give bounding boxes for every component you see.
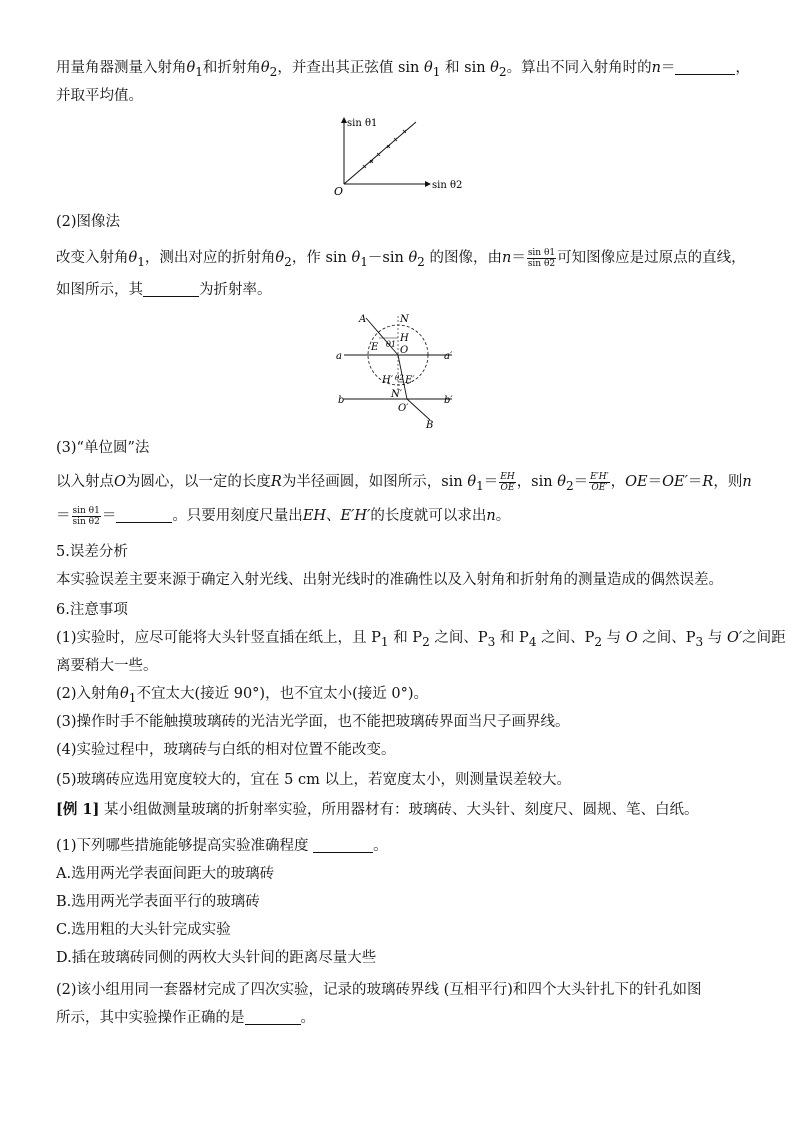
para-average: 并取平均值。 bbox=[56, 88, 143, 104]
heading-notes: 6.注意事项 bbox=[56, 602, 128, 618]
label-H: H bbox=[400, 333, 409, 344]
answer-blank-2[interactable] bbox=[143, 280, 199, 297]
note-2: (2)入射角$\theta_1$不宜太大(接近 90°)，也不宜太小(接近 0°)。 bbox=[56, 686, 428, 705]
option-b: B.选用两光学表面平行的玻璃砖 bbox=[56, 894, 260, 910]
label-b-prime: b′ bbox=[444, 395, 453, 406]
fraction-sin-ratio: $\frac{\text{sin θ1}}{\text{sin θ2}}$ bbox=[527, 247, 556, 269]
option-a: A.选用两光学表面间距大的玻璃砖 bbox=[56, 866, 275, 882]
para-graph-method: 改变入射角$\theta_1$，测出对应的折射角$\theta_2$，作 $\sin \theta_1-\sin$ $\theta_2$ 的图像，由n＝ $\frac{\text{sin θ1}}{\text{sin θ2}}$ 可知图像应是过原点的直线， bbox=[56, 247, 746, 269]
para-unit-circle-2: ＝ $\frac{\text{sin θ1}}{\text{sin θ2}}$ ＝ 。只要用刻度尺量出EH、E′H′的长度就可以求出n。 bbox=[56, 505, 511, 527]
answer-blank-1[interactable] bbox=[675, 58, 735, 75]
heading-graph-method: (2)图像法 bbox=[56, 214, 121, 230]
label-theta1: θ1 bbox=[386, 340, 396, 349]
x-axis-label: sin θ2 bbox=[432, 180, 463, 191]
answer-blank-5[interactable] bbox=[245, 1008, 301, 1025]
example-tag: [例 1] bbox=[56, 801, 100, 818]
label-a: a bbox=[336, 351, 342, 362]
origin-label: O bbox=[334, 185, 344, 198]
question-2-cont: 所示，其中实验操作正确的是 。 bbox=[56, 1010, 315, 1026]
label-b: b bbox=[338, 395, 345, 406]
option-d: D.插在玻璃砖同侧的两枚大头针间的距离尽量大些 bbox=[56, 950, 377, 966]
label-E-prime: E′ bbox=[405, 375, 415, 386]
fraction-EH-OE: $\frac{EH}{OE}$ bbox=[500, 471, 515, 493]
label-E: E bbox=[371, 342, 379, 353]
label-N-prime: N′ bbox=[391, 389, 403, 400]
fraction-EH2-OE2: $\frac{E'H'}{OE'}$ bbox=[590, 471, 609, 493]
emergent-ray bbox=[407, 399, 430, 420]
note-1-cont: 离要稍大一些。 bbox=[56, 658, 158, 674]
note-4: (4)实验过程中，玻璃砖与白纸的相对位置不能改变。 bbox=[56, 742, 396, 758]
label-theta2: θ2 bbox=[395, 374, 404, 382]
question-2: (2)该小组用同一套器材完成了四次实验，记录的玻璃砖界线 (互相平行)和四个大头针扎下的针孔如图 bbox=[56, 982, 702, 998]
note-3: (3)操作时手不能触摸玻璃砖的光洁光学面，也不能把玻璃砖界面当尺子画界线。 bbox=[56, 714, 570, 730]
label-a-prime: a′ bbox=[444, 351, 453, 362]
label-O: O bbox=[400, 345, 409, 356]
label-A: A bbox=[359, 314, 367, 325]
y-axis-label: sin θ1 bbox=[347, 118, 378, 129]
sin-graph-figure bbox=[330, 112, 470, 198]
label-B: B bbox=[426, 420, 434, 430]
para-measure-angles: 用量角器测量入射角$\theta_1$和折射角$\theta_2$，并查出其正弦值 $\sin \theta_1$ 和 $\sin \theta_2$。算出不同入射角时的n＝ ， bbox=[56, 60, 750, 79]
example-1: [例 1] 某小组做测量玻璃的折射率实验，所用器材有：玻璃砖、大头针、刻度尺、圆规、笔、白纸。 bbox=[56, 801, 699, 818]
para-unit-circle-1: 以入射点O为圆心，以一定的长度R为半径画圆，如图所示，$\sin \theta_1=$ $\frac{EH}{OE}$ ，$\sin \theta_2=$ $\frac{E'H'}{OE'}$ ，OE＝OE′＝R，则n bbox=[56, 471, 752, 493]
answer-blank-4[interactable] bbox=[313, 836, 373, 853]
unit-circle-figure bbox=[334, 310, 464, 430]
heading-unit-circle: (3)“单位圆”法 bbox=[56, 440, 150, 456]
note-5: (5)玻璃砖应选用宽度较大的，宜在 5 cm 以上，若宽度太小，则测量误差较大。 bbox=[56, 772, 571, 788]
label-O-prime: O′ bbox=[398, 403, 409, 414]
para-slope: 如图所示，其 为折射率。 bbox=[56, 282, 272, 298]
para-error-analysis: 本实验误差主要来源于确定入射光线、出射光线时的准确性以及入射角和折射角的测量造成的偶然误差。 bbox=[56, 572, 723, 588]
option-c: C.选用粗的大头针完成实验 bbox=[56, 922, 231, 938]
label-N: N bbox=[400, 314, 409, 325]
question-1: (1)下列哪些措施能够提高实验准确程度 。 bbox=[56, 838, 388, 854]
label-H-prime: H′ bbox=[382, 375, 393, 386]
fraction-sin-ratio-2: $\frac{\text{sin θ1}}{\text{sin θ2}}$ bbox=[72, 505, 100, 527]
answer-blank-3[interactable] bbox=[116, 506, 172, 523]
note-1: (1)实验时，应尽可能将大头针竖直插在纸上，且 $P_1$ 和 $P_2$ 之间、$P_3$ 和 $P_4$ 之间、$P_2$ 与 O 之间、$P_3$ 与 O′之间距 bbox=[56, 630, 786, 649]
heading-error-analysis: 5.误差分析 bbox=[56, 544, 128, 560]
